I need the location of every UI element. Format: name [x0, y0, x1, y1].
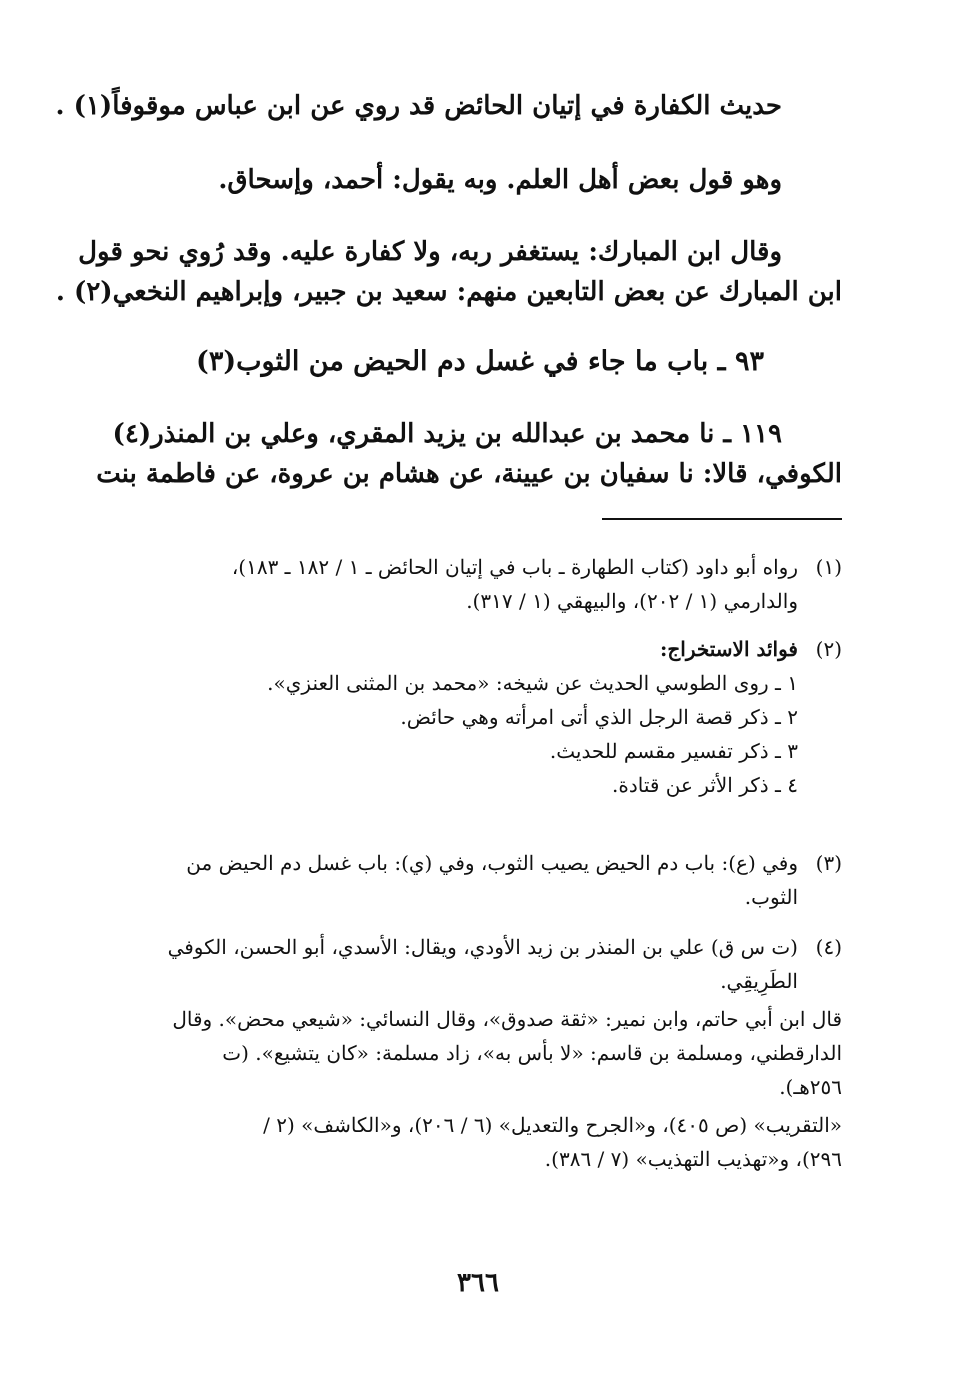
section-heading: ٩٣ ـ باب ما جاء في غسل دم الحيض من الثوب(٣) — [196, 346, 764, 377]
main-line: حديث الكفارة في إتيان الحائض قد روي عن ابن عباس موقوفاً(١) . — [55, 91, 782, 121]
main-paragraph-1 — [55, 86, 842, 126]
main-line: وقال ابن المبارك: يستغفر ربه، ولا كفارة عليه. وقد رُوي نحو قول — [78, 237, 782, 267]
footnote-text: ٢٩٦)، و«تهذيب التهذيب» (٧ / ٣٨٦). — [544, 1147, 842, 1171]
page-number: ٣٦٦ — [457, 1268, 499, 1298]
main-paragraph-2 — [118, 160, 842, 200]
footnote-text: الطَرِيقِي. — [720, 969, 798, 993]
footnote-3 — [118, 846, 842, 914]
footnote-title: فوائد الاستخراج: — [659, 637, 798, 661]
footnote-text: ٢٥٦هـ). — [779, 1075, 842, 1099]
main-line: ابن المبارك عن بعض التابعين منهم: سعيد بن جبير، وإبراهيم النخعي(٢) . — [55, 277, 842, 307]
main-line: وهو قول بعض أهل العلم. وبه يقول: أحمد، وإسحاق. — [218, 165, 782, 195]
footnote-number: (٣) — [815, 851, 842, 875]
main-line: ١١٩ ـ نا محمد بن عبدالله بن يزيد المقري، وعلي بن المنذر(٤) — [112, 419, 782, 449]
footnote-text: الثوب. — [744, 885, 798, 909]
main-paragraph-4 — [96, 414, 842, 494]
footnote-text: رواه أبو داود (كتاب الطهارة ـ باب في إتيان الحائض ـ ١ / ١٨٢ ـ ١٨٣)، — [231, 555, 798, 579]
footnote-text: قال ابن أبي حاتم، وابن نمير: «ثقة صدوق»، وقال النسائي: «شيعي محض». وقال — [172, 1007, 842, 1031]
footnote-list-item: ٢ ـ ذكر قصة الرجل الذي أتى امرأته وهي حائض. — [400, 705, 798, 729]
footnote-separator — [602, 518, 842, 520]
main-line: الكوفي، قالا: نا سفيان بن عيينة، عن هشام بن عروة، عن فاطمة بنت — [96, 459, 842, 489]
footnote-2 — [118, 632, 842, 802]
footnote-number: (١) — [815, 555, 842, 579]
footnote-text: (ت س ق) علي بن المنذر بن زيد الأودي، ويقال: الأسدي، أبو الحسن، الكوفي — [167, 935, 798, 959]
footnote-text: وفي (ع): باب دم الحيض يصيب الثوب، وفي (ي): باب غسل دم الحيض من — [186, 851, 798, 875]
footnote-text: الدارقطني، ومسلمة بن قاسم: «لا بأس به»، زاد مسلمة: «كان يتشيع». (ت — [222, 1041, 842, 1065]
main-paragraph-3 — [55, 232, 842, 312]
footnote-list-item: ٤ ـ ذكر الأثر عن قتادة. — [611, 773, 798, 797]
footnote-list-item: ٣ ـ ذكر تفسير مقسم للحديث. — [549, 739, 798, 763]
footnote-4 — [118, 930, 842, 1176]
footnote-number: (٢) — [815, 637, 842, 661]
footnote-number: (٤) — [815, 935, 842, 959]
footnote-text: «التقريب» (ص ٤٠٥)، و«الجرح والتعديل» (٦ / ٢٠٦)، و«الكاشف» (٢ / — [263, 1113, 842, 1137]
footnote-list-item: ١ ـ روى الطوسي الحديث عن شيخه: «محمد بن المثنى العنزي». — [267, 671, 798, 695]
footnote-text: والدارمي (١ / ٢٠٢)، والبيهقي (١ / ٣١٧). — [466, 589, 798, 613]
footnote-1 — [118, 550, 842, 618]
